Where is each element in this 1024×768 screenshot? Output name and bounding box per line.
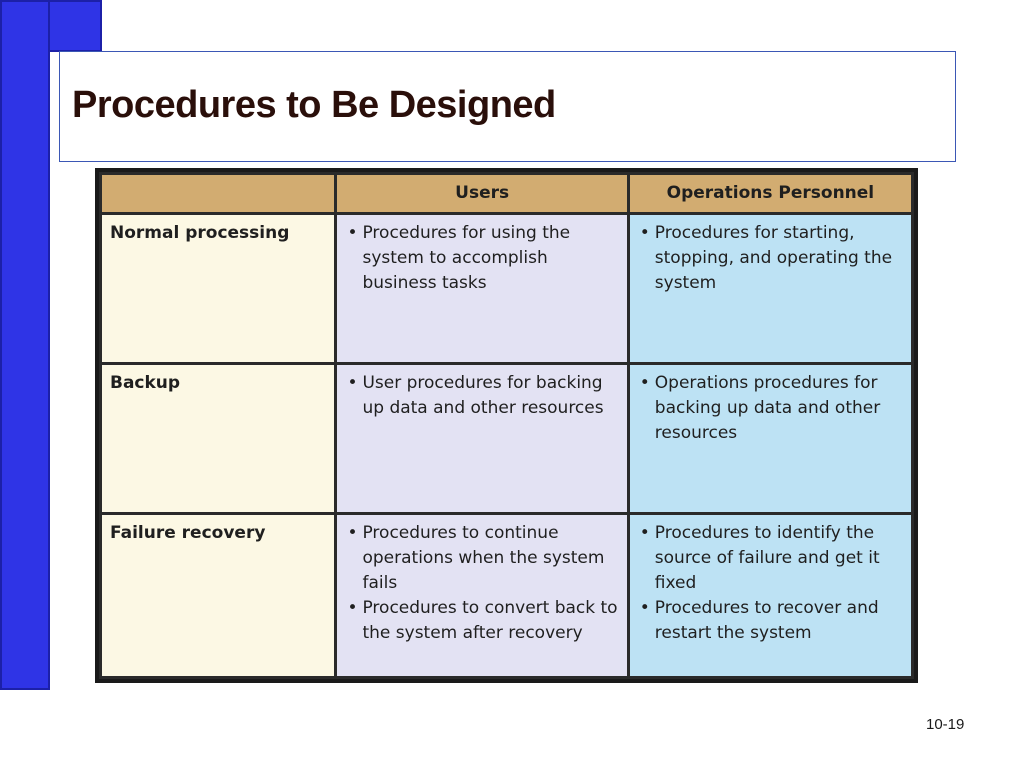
ops-cell-backup: [628, 364, 912, 514]
table-row: [101, 514, 913, 678]
table-row: [101, 214, 913, 364]
procedures-table: [99, 172, 914, 679]
page-number: 10-19: [926, 716, 965, 733]
users-cell-failure-recovery: [336, 514, 628, 678]
list-item: • Procedures for using the system to accomplish business tasks: [345, 221, 620, 296]
table-row: [101, 364, 913, 514]
users-cell-backup: [336, 364, 628, 514]
users-cell-normal-processing: [336, 214, 628, 364]
header-cell-users: Users: [336, 174, 628, 214]
list-item: • Procedures to identify the source of failure and get it fixed: [638, 521, 905, 596]
list-item: • Procedures to convert back to the system after recovery: [345, 596, 620, 646]
title-box: [59, 51, 956, 162]
header-cell-corner: [101, 174, 336, 214]
row-label-normal-processing: Normal processing: [101, 214, 336, 364]
list-item: • Procedures to recover and restart the system: [638, 596, 905, 646]
ops-cell-failure-recovery: [628, 514, 912, 678]
table-header-row: [101, 174, 913, 214]
ops-cell-normal-processing: [628, 214, 912, 364]
header-cell-operations: Operations Personnel: [628, 174, 912, 214]
slide-title: Procedures to Be Designed: [72, 84, 556, 126]
procedures-table-frame: [95, 168, 918, 683]
row-label-backup: Backup: [101, 364, 336, 514]
row-label-failure-recovery: Failure recovery: [101, 514, 336, 678]
side-accent-bar-top: [50, 0, 102, 52]
list-item: • Operations procedures for backing up data and other resources: [638, 371, 905, 446]
list-item: • User procedures for backing up data and other resources: [345, 371, 620, 421]
side-accent-bar: [0, 0, 50, 690]
list-item: • Procedures for starting, stopping, and operating the system: [638, 221, 905, 296]
list-item: • Procedures to continue operations when the system fails: [345, 521, 620, 596]
